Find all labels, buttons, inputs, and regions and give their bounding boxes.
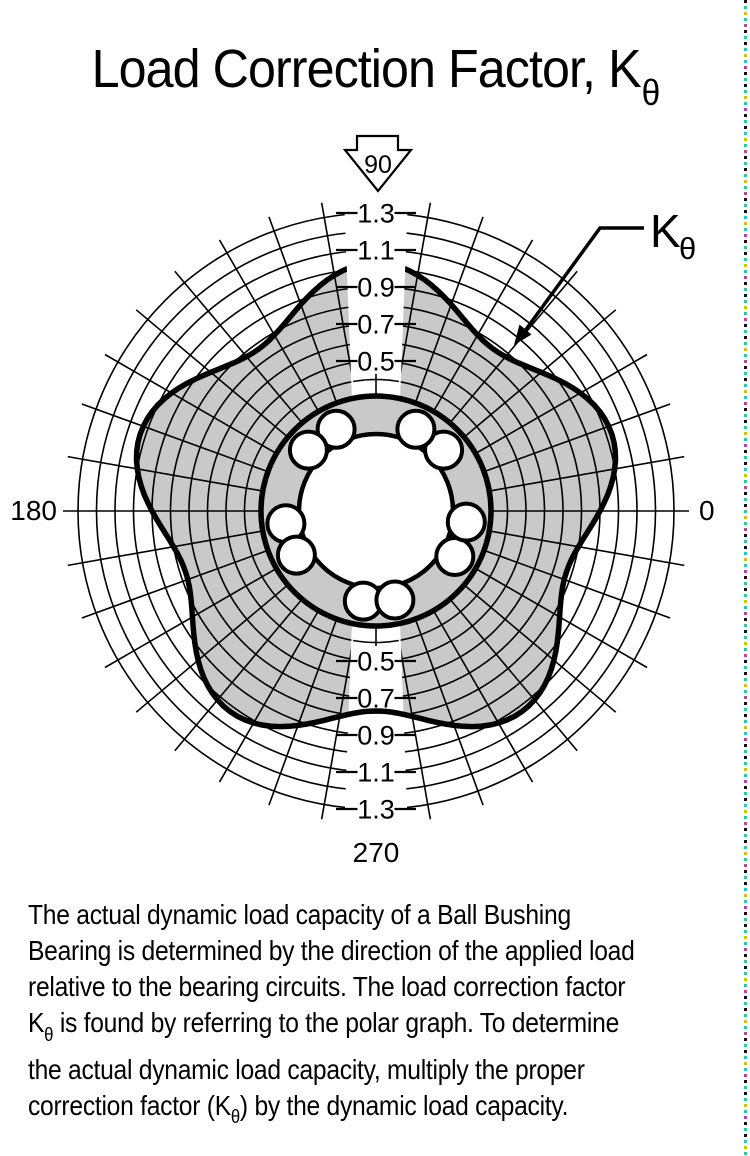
angle-label-90: 90 (364, 151, 392, 179)
radial-scale-label: 1.3 (357, 794, 395, 825)
radial-scale-label: 0.7 (357, 309, 395, 340)
radial-scale-label: 0.7 (357, 683, 395, 714)
description-text (28, 897, 750, 1134)
callout-k-label: K (650, 205, 681, 257)
radial-scale-label: 1.1 (357, 235, 395, 266)
radial-scale-label: 0.5 (357, 346, 395, 377)
bearing-ball (448, 504, 485, 541)
page-edge-registration-marks (744, 0, 747, 1156)
ktheta-callout (514, 205, 696, 345)
bearing-ball (290, 432, 327, 469)
radial-scale-label: 0.9 (357, 720, 395, 751)
angle-label-180: 180 (10, 495, 57, 526)
description-line: correction factor $(K_\theta)$ by the dynamic load capacity. (28, 1089, 569, 1129)
load-direction-arrow (345, 136, 411, 191)
inline-subscript: θ (230, 1107, 240, 1129)
bearing-ball (376, 582, 413, 619)
radial-scale-label: 0.5 (357, 646, 395, 677)
description-line: Bearing is determined by the direction of the applied load (28, 935, 635, 966)
angle-label-0: 0 (699, 495, 715, 526)
radial-scale-label: 0.9 (357, 272, 395, 303)
callout-k-subscript: θ (679, 231, 697, 266)
bearing-ball (436, 538, 473, 575)
page-title-text: Load Correction Factor, K (91, 39, 641, 99)
inline-subscript: θ (44, 1024, 54, 1046)
description-line: $K_\theta$ is found by referring to the polar graph. To determine (28, 1007, 620, 1046)
bearing-ball (397, 411, 434, 448)
radial-scale-label: 1.1 (357, 757, 395, 788)
radial-scale-label: 1.3 (357, 198, 395, 229)
bearing-layer (261, 396, 491, 626)
description-line: relative to the bearing circuits. The load correction factor (28, 971, 626, 1002)
bearing-ball (278, 537, 315, 574)
description-line: the actual dynamic load capacity, multiply the proper (28, 1053, 585, 1085)
description-line: The actual dynamic load capacity of a Ball Bushing (28, 899, 571, 930)
page-title-subscript: θ (641, 71, 660, 113)
angle-label-270: 270 (352, 837, 400, 868)
